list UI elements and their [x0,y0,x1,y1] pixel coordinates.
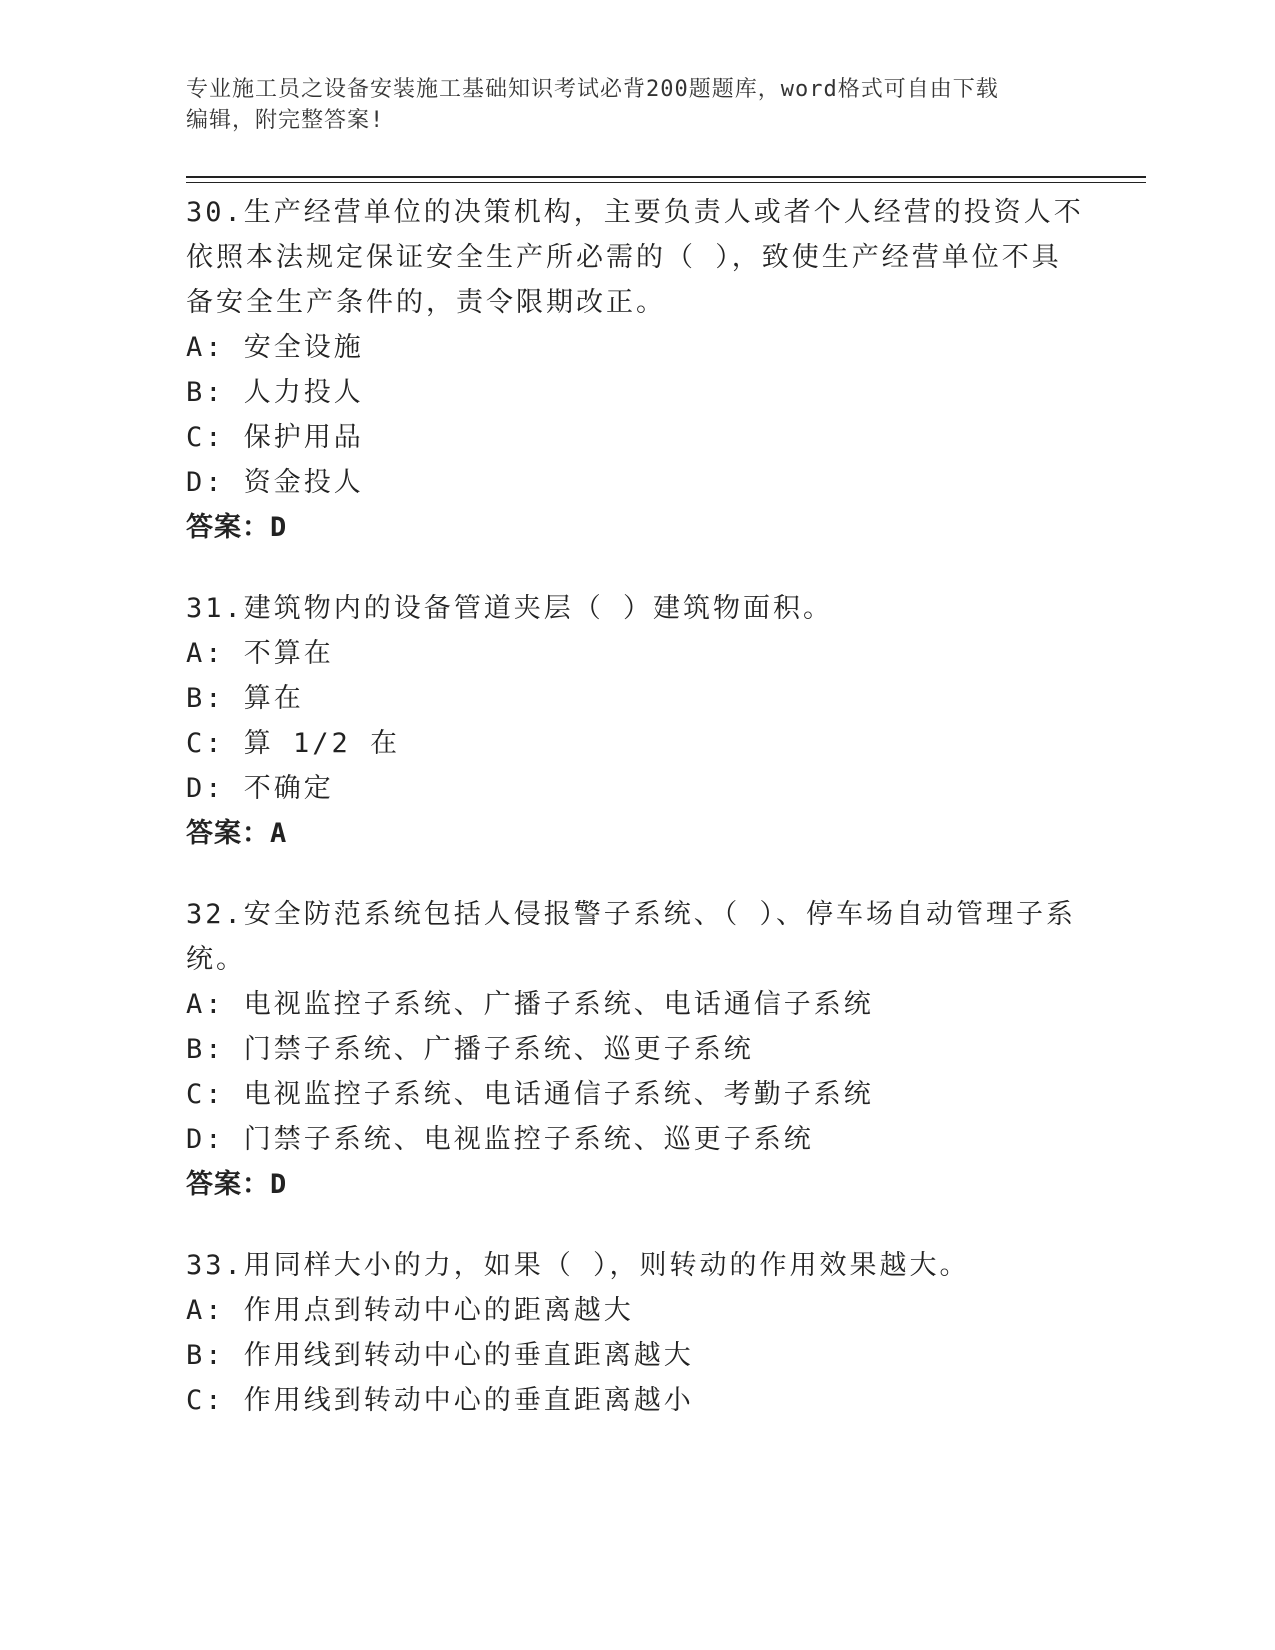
option-a: A: 安全设施 [186,332,364,363]
answer: 答案：D [186,512,288,543]
header-divider-thick [186,176,1146,178]
option-c: C: 电视监控子系统、电话通信子系统、考勤子系统 [186,1079,874,1110]
question-30 [186,190,1086,550]
header-line-2: 编辑，附完整答案! [186,108,385,133]
question-stem: 33.用同样大小的力，如果（ ），则转动的作用效果越大。 [186,1250,970,1281]
option-b: B: 作用线到转动中心的垂直距离越大 [186,1340,694,1371]
question-stem: 31.建筑物内的设备管道夹层（ ）建筑物面积。 [186,593,834,624]
option-c: C: 作用线到转动中心的垂直距离越小 [186,1385,694,1416]
option-b: B: 人力投人 [186,377,364,408]
question-list [186,190,1086,1459]
option-a: A: 不算在 [186,638,334,669]
option-b: B: 算在 [186,683,304,714]
option-c: C: 保护用品 [186,422,364,453]
option-b: B: 门禁子系统、广播子系统、巡更子系统 [186,1034,754,1065]
question-stem: 32.安全防范系统包括人侵报警子系统、（ ）、停车场自动管理子系统。 [186,899,1077,975]
question-stem: 30.生产经营单位的决策机构，主要负责人或者个人经营的投资人不依照本法规定保证安全生产所必需的（ ），致使生产经营单位不具备安全生产条件的，责令限期改正。 [186,197,1084,318]
option-d: D: 资金投人 [186,467,364,498]
question-33 [186,1243,1086,1423]
option-c: C: 算 1/2 在 [186,728,401,759]
option-d: D: 门禁子系统、电视监控子系统、巡更子系统 [186,1124,814,1155]
option-a: A: 作用点到转动中心的距离越大 [186,1295,634,1326]
document-header [186,74,1086,136]
question-31 [186,586,1086,856]
question-32 [186,892,1086,1207]
header-line-1: 专业施工员之设备安装施工基础知识考试必背200题题库，word格式可自由下载 [186,77,999,102]
option-d: D: 不确定 [186,773,334,804]
answer: 答案：A [186,818,288,849]
option-a: A: 电视监控子系统、广播子系统、电话通信子系统 [186,989,874,1020]
answer: 答案：D [186,1169,288,1200]
header-divider-thin [186,182,1146,183]
